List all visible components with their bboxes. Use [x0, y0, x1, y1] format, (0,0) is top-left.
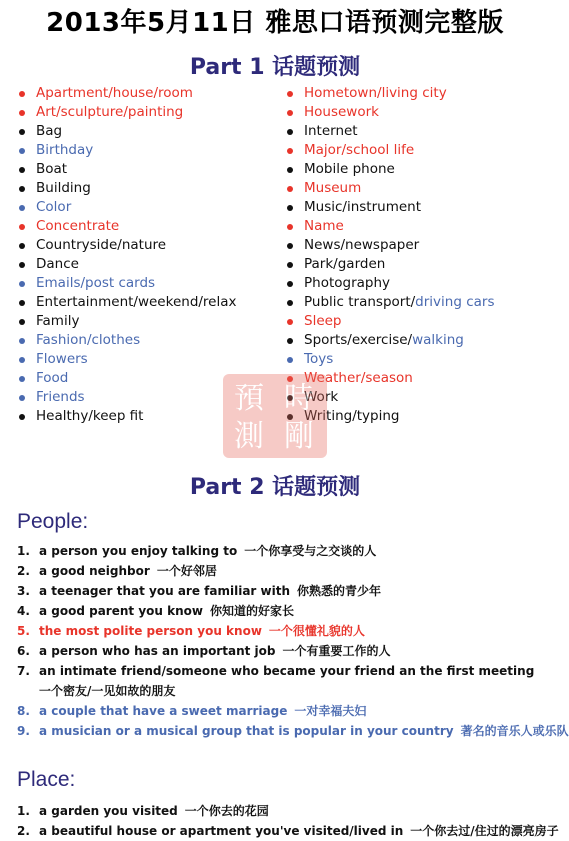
topic-item	[284, 293, 546, 312]
question-item	[17, 601, 547, 621]
topic-item	[284, 103, 546, 122]
topic-label-suffix: walking	[412, 332, 464, 348]
topic-item	[16, 293, 278, 312]
topic-label: Writing/typing	[304, 408, 400, 424]
question-chinese: 一个你去的花园	[184, 804, 269, 818]
question-number: 7.	[17, 664, 30, 678]
topic-item	[284, 217, 546, 236]
bullet-icon	[287, 338, 293, 344]
people-question-list	[17, 541, 569, 741]
bullet-icon	[19, 262, 25, 268]
bullet-icon	[287, 148, 293, 154]
bullet-icon	[287, 224, 293, 230]
question-chinese: 一个你享受与之交谈的人	[244, 544, 377, 558]
bullet-icon	[287, 186, 293, 192]
bullet-icon	[19, 129, 25, 135]
question-chinese: 一个好邻居	[156, 564, 217, 578]
bullet-icon	[287, 110, 293, 116]
topic-item	[284, 274, 546, 293]
topic-label: Concentrate	[36, 218, 120, 234]
bullet-icon	[19, 148, 25, 154]
question-number: 3.	[17, 584, 30, 598]
question-english: an intimate friend/someone who became your friend an the first meeting	[39, 664, 535, 678]
seal-char: 剛	[284, 419, 314, 454]
topic-item	[16, 255, 278, 274]
question-item	[17, 701, 547, 721]
question-item	[17, 721, 569, 741]
question-english: a musician or a musical group that is popular in your country	[39, 724, 454, 738]
bullet-icon	[287, 395, 293, 401]
page-title: 2013年5月11日 雅思口语预测完整版	[46, 8, 504, 38]
topic-item	[16, 407, 278, 426]
question-english: a good neighbor	[39, 564, 150, 578]
topic-item	[284, 312, 546, 331]
topic-label: Flowers	[36, 351, 88, 367]
people-heading: People:	[17, 510, 89, 533]
topic-label: Dance	[36, 256, 79, 272]
question-chinese-continuation: 一个密友/一见如故的朋友	[39, 684, 176, 698]
topic-label: Bag	[36, 123, 63, 139]
topic-label: Work	[304, 389, 339, 405]
topic-item	[16, 141, 278, 160]
part1-topic-list-left	[16, 84, 278, 426]
topic-label: Art/sculpture/painting	[36, 104, 184, 120]
topic-item	[16, 312, 278, 331]
topic-label: Family	[36, 313, 80, 329]
topic-label: Sports/exercise/	[304, 332, 413, 348]
topic-item	[284, 369, 546, 388]
topic-label: Housework	[304, 104, 379, 120]
topic-label: Emails/post cards	[36, 275, 156, 291]
bullet-icon	[19, 243, 25, 249]
place-heading: Place:	[17, 768, 76, 791]
question-chinese: 一对幸福夫妇	[294, 704, 367, 718]
question-chinese: 一个很懂礼貌的人	[268, 624, 365, 638]
topic-item	[284, 122, 546, 141]
topic-item	[16, 160, 278, 179]
bullet-icon	[287, 243, 293, 249]
topic-item	[16, 217, 278, 236]
question-item	[17, 541, 547, 561]
topic-item	[16, 122, 278, 141]
topic-item	[284, 198, 546, 217]
topic-label: Healthy/keep fit	[36, 408, 144, 424]
question-chinese: 著名的音乐人或乐队	[460, 724, 569, 738]
question-number: 9.	[17, 724, 30, 738]
place-question-list	[17, 801, 559, 841]
topic-item	[16, 103, 278, 122]
topic-item	[16, 198, 278, 217]
question-number: 4.	[17, 604, 30, 618]
question-chinese: 一个你去过/住过的漂亮房子	[410, 824, 559, 838]
topic-label: Apartment/house/room	[36, 85, 193, 101]
topic-label: Toys	[304, 351, 334, 367]
question-english: a teenager that you are familiar with	[39, 584, 290, 598]
topic-item	[284, 331, 546, 350]
topic-label: Major/school life	[304, 142, 415, 158]
question-number: 1.	[17, 804, 30, 818]
topic-item	[284, 388, 546, 407]
topic-label: Public transport/	[304, 294, 416, 310]
topic-label: Music/instrument	[304, 199, 422, 215]
bullet-icon	[287, 91, 293, 97]
question-english: a couple that have a sweet marriage	[39, 704, 288, 718]
part2-heading: Part 2 话题预测	[189, 475, 361, 500]
bullet-icon	[287, 205, 293, 211]
topic-item	[16, 350, 278, 369]
topic-item	[284, 236, 546, 255]
topic-label: Name	[304, 218, 344, 234]
bullet-icon	[287, 167, 293, 173]
part1-topic-list-right	[284, 84, 546, 426]
bullet-icon	[19, 300, 25, 306]
topic-item	[284, 350, 546, 369]
topic-item	[16, 331, 278, 350]
topic-label-suffix: driving cars	[415, 294, 495, 310]
bullet-icon	[287, 281, 293, 287]
bullet-icon	[19, 110, 25, 116]
topic-label: Friends	[36, 389, 85, 405]
topic-item	[16, 369, 278, 388]
topic-label: Color	[36, 199, 72, 215]
question-item	[17, 561, 547, 581]
question-english: the most polite person you know	[39, 624, 262, 638]
seal-char: 預	[234, 381, 264, 416]
question-item	[17, 821, 559, 841]
topic-label: Park/garden	[304, 256, 386, 272]
seal-char: 測	[234, 419, 264, 454]
part1-heading: Part 1 话题预测	[189, 55, 361, 80]
topic-label: Boat	[36, 161, 68, 177]
topic-label: Entertainment/weekend/relax	[36, 294, 237, 310]
topic-label: Photography	[304, 275, 391, 291]
question-number: 2.	[17, 564, 30, 578]
question-item	[17, 801, 547, 821]
topic-label: Hometown/living city	[304, 85, 447, 101]
bullet-icon	[19, 338, 25, 344]
topic-item	[284, 407, 546, 426]
question-chinese: 你知道的好家长	[209, 604, 294, 618]
bullet-icon	[19, 376, 25, 382]
bullet-icon	[19, 224, 25, 230]
topic-item	[16, 388, 278, 407]
topic-item	[16, 274, 278, 293]
question-chinese: 你熟悉的青少年	[297, 584, 382, 598]
seal-char: 時	[284, 381, 314, 416]
bullet-icon	[287, 376, 293, 382]
topic-label: Museum	[304, 180, 362, 196]
topic-item	[284, 141, 546, 160]
question-english: a garden you visited	[39, 804, 178, 818]
question-number: 8.	[17, 704, 30, 718]
topic-item	[16, 236, 278, 255]
question-item	[17, 621, 547, 641]
topic-item	[284, 179, 546, 198]
topic-label: Mobile phone	[304, 161, 395, 177]
topic-item	[284, 255, 546, 274]
question-english: a beautiful house or apartment you've visited/lived in	[39, 824, 404, 838]
question-item	[17, 641, 547, 661]
topic-item	[284, 160, 546, 179]
question-english: a person who has an important job	[39, 644, 276, 658]
bullet-icon	[19, 357, 25, 363]
bullet-icon	[19, 395, 25, 401]
topic-label: Building	[36, 180, 91, 196]
bullet-icon	[287, 129, 293, 135]
topic-item	[16, 179, 278, 198]
bullet-icon	[19, 91, 25, 97]
bullet-icon	[287, 414, 293, 420]
topic-label: Fashion/clothes	[36, 332, 141, 348]
bullet-icon	[19, 319, 25, 325]
question-english: a good parent you know	[39, 604, 203, 618]
question-english: a person you enjoy talking to	[39, 544, 238, 558]
topic-label: Sleep	[304, 313, 342, 329]
bullet-icon	[287, 262, 293, 268]
topic-item	[284, 84, 546, 103]
bullet-icon	[287, 357, 293, 363]
bullet-icon	[19, 205, 25, 211]
topic-label: News/newspaper	[304, 237, 420, 253]
question-number: 6.	[17, 644, 30, 658]
bullet-icon	[19, 414, 25, 420]
topic-label: Weather/season	[304, 370, 413, 386]
question-item	[17, 661, 547, 681]
bullet-icon	[287, 319, 293, 325]
bullet-icon	[19, 281, 25, 287]
bullet-icon	[19, 186, 25, 192]
question-number: 1.	[17, 544, 30, 558]
bullet-icon	[287, 300, 293, 306]
topic-label: Food	[36, 370, 69, 386]
topic-label: Birthday	[36, 142, 94, 158]
question-number: 2.	[17, 824, 30, 838]
topic-label: Internet	[304, 123, 358, 139]
question-item	[17, 581, 547, 601]
question-number: 5.	[17, 624, 30, 638]
topic-item	[16, 84, 278, 103]
topic-label: Countryside/nature	[36, 237, 167, 253]
bullet-icon	[19, 167, 25, 173]
question-chinese: 一个有重要工作的人	[282, 644, 391, 658]
